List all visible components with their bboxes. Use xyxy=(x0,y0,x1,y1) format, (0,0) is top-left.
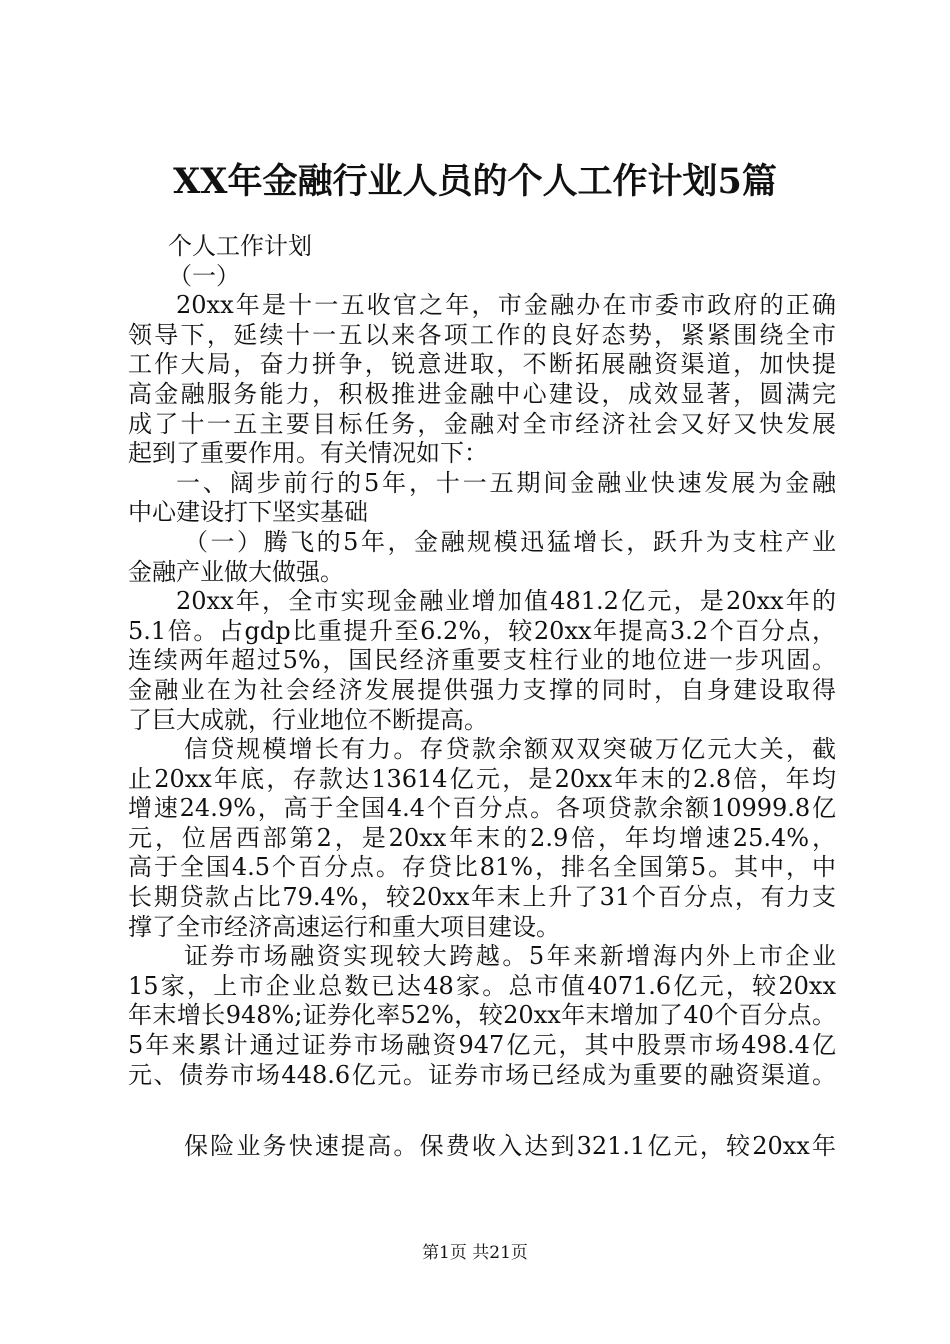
paragraph-line: 元、债券市场448.6亿元。证券市场已经成为重要的融资渠道。 xyxy=(128,1060,836,1089)
paragraph-line: 保险业务快速提高。保费收入达到321.1亿元，较20xx年 xyxy=(184,1132,836,1161)
section-marker-line: （一） xyxy=(168,261,240,290)
paragraph-line: 连续两年超过5%，国民经济重要支柱行业的地位进一步巩固。 xyxy=(128,646,836,675)
heading-line: 中心建设打下坚实基础 xyxy=(128,498,368,527)
paragraph-line: 了巨大成就，行业地位不断提高。 xyxy=(128,705,488,734)
paragraph-line: 长期贷款占比79.4%，较20xx年末上升了31个百分点，有力支 xyxy=(128,883,836,912)
document-body xyxy=(128,232,836,1162)
paragraph-line: 5年来累计通过证券市场融资947亿元，其中股票市场498.4亿 xyxy=(128,1031,836,1060)
heading-line: 一、阔步前行的5年，十一五期间金融业快速发展为金融 xyxy=(176,468,836,497)
paragraph-line: 20xx年，全市实现金融业增加值481.2亿元，是20xx年的 xyxy=(176,587,836,616)
paragraph-line: 年末增长948%;证券化率52%，较20xx年末增加了40个百分点。 xyxy=(128,1001,836,1030)
paragraph-line: 信贷规模增长有力。存贷款余额双双突破万亿元大关，截 xyxy=(184,735,836,764)
subtitle-line: 个人工作计划 xyxy=(168,232,312,260)
paragraph-line: 撑了全市经济高速运行和重大项目建设。 xyxy=(128,912,560,941)
paragraph-line: 增速24.9%，高于全国4.4个百分点。各项贷款余额10999.8亿 xyxy=(128,794,836,823)
paragraph-line: 20xx年是十一五收官之年，市金融办在市委市政府的正确 xyxy=(176,291,836,320)
paragraph-line: 领导下，延续十一五以来各项工作的良好态势，紧紧围绕全市 xyxy=(128,320,836,349)
paragraph-line: 15家，上市企业总数已达48家。总市值4071.6亿元，较20xx xyxy=(128,971,836,1000)
subheading-line: （一）腾飞的5年，金融规模迅猛增长，跃升为支柱产业 xyxy=(184,527,836,556)
paragraph-line: 高金融服务能力，积极推进金融中心建设，成效显著，圆满完 xyxy=(128,379,836,408)
paragraph-line: 证券市场融资实现较大跨越。5年来新增海内外上市企业 xyxy=(184,942,836,971)
paragraph-line: 成了十一五主要目标任务，金融对全市经济社会又好又快发展 xyxy=(128,409,836,438)
paragraph-line: 止20xx年底，存款达13614亿元，是20xx年末的2.8倍，年均 xyxy=(128,764,836,793)
document-title: XX年金融行业人员的个人工作计划5篇 xyxy=(173,161,777,202)
page-footer: 第1页 共21页 xyxy=(422,1243,528,1263)
paragraph-line: 高于全国4.5个百分点。存贷比81%，排名全国第5。其中，中 xyxy=(128,853,836,882)
subheading-line: 金融产业做大做强。 xyxy=(128,557,344,586)
paragraph-line: 金融业在为社会经济发展提供强力支撑的同时，自身建设取得 xyxy=(128,675,836,704)
paragraph-line: 起到了重要作用。有关情况如下： xyxy=(128,439,488,468)
paragraph-line: 工作大局，奋力拼争，锐意进取，不断拓展融资渠道，加快提 xyxy=(128,350,836,379)
paragraph-gap xyxy=(128,1090,836,1132)
paragraph-line: 5.1倍。占gdp比重提升至6.2%，较20xx年提高3.2个百分点， xyxy=(128,616,836,645)
paragraph-line: 元，位居西部第2，是20xx年末的2.9倍，年均增速25.4%， xyxy=(128,823,836,852)
